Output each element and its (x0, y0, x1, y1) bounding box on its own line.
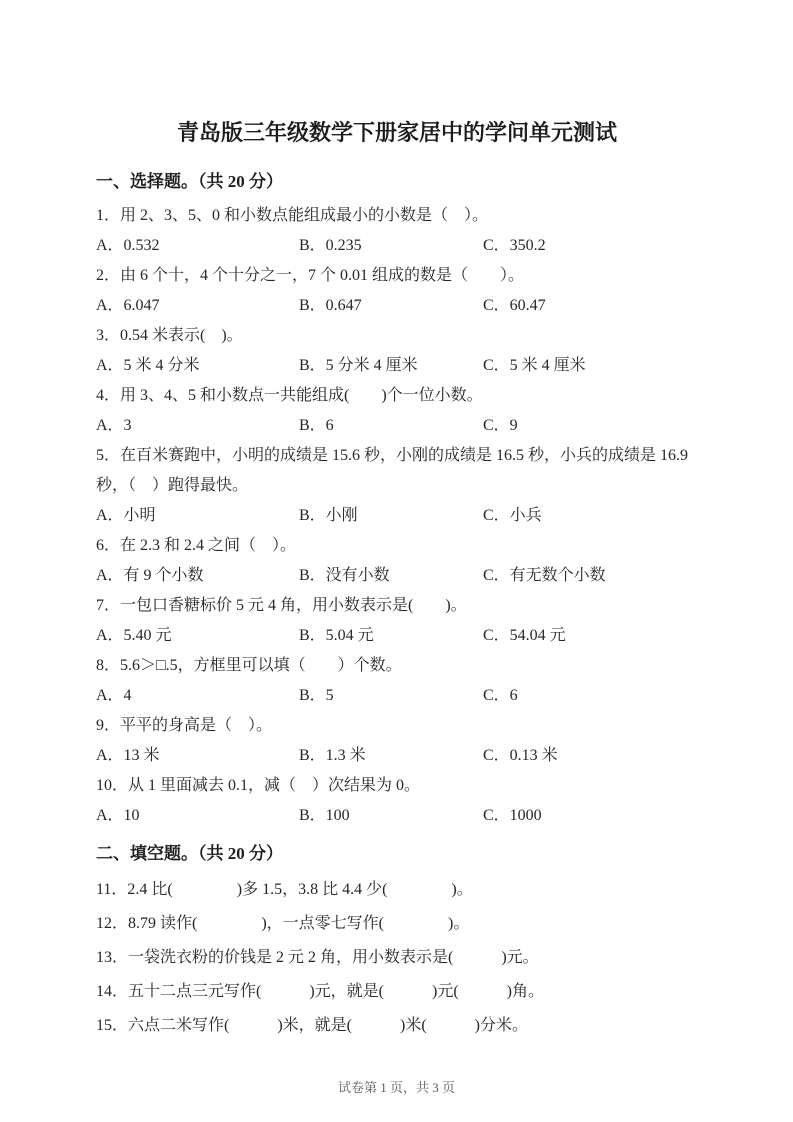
question-7-option-a: A．5.40 元 (96, 627, 172, 644)
question-14: 14．五十二点三元写作( )元，就是( )元( )角。 (96, 983, 544, 1000)
question-1-option-b: B．0.235 (299, 237, 362, 254)
question-8-option-a: A．4 (96, 687, 132, 704)
question-12: 12．8.79 读作( )，一点零七写作( )。 (96, 915, 470, 932)
question-6: 6．在 2.3 和 2.4 之间（ ）。 (96, 537, 297, 554)
question-10-option-a: A．10 (96, 807, 140, 824)
section-choice (96, 167, 698, 831)
question-10: 10．从 1 里面减去 0.1，减（ ）次结果为 0。 (96, 777, 421, 794)
question-3: 3．0.54 米表示( )。 (96, 327, 243, 344)
question-6-options (96, 561, 698, 591)
question-3-option-b: B．5 分米 4 厘米 (299, 357, 418, 374)
question-8-options (96, 681, 698, 711)
section-fill (96, 839, 698, 1043)
question-5-option-b: B．小刚 (299, 507, 358, 524)
question-9-options (96, 741, 698, 771)
section-choice-heading: 一、选择题。（共 20 分） (96, 172, 283, 191)
question-9-option-a: A．13 米 (96, 747, 160, 764)
question-6-option-c: C．有无数个小数 (483, 567, 606, 584)
question-4-option-a: A．3 (96, 417, 132, 434)
question-10-option-b: B．100 (299, 807, 350, 824)
question-9-option-c: C．0.13 米 (483, 747, 558, 764)
question-8-option-b: B．5 (299, 687, 334, 704)
question-7-option-b: B．5.04 元 (299, 627, 374, 644)
question-7-options (96, 621, 698, 651)
question-2-options (96, 291, 698, 321)
section-fill-heading: 二、填空题。（共 20 分） (96, 844, 283, 863)
question-3-option-a: A．5 米 4 分米 (96, 357, 200, 374)
question-10-options (96, 801, 698, 831)
question-13: 13．一袋洗衣粉的价钱是 2 元 2 角，用小数表示是( )元。 (96, 949, 539, 966)
question-2-option-c: C．60.47 (483, 297, 546, 314)
page-title: 青岛版三年级数学下册家居中的学问单元测试 (176, 120, 617, 145)
question-8: 8．5.6＞□.5，方框里可以填（ ）个数。 (96, 657, 402, 674)
question-3-option-c: C．5 米 4 厘米 (483, 357, 586, 374)
question-1-option-a: A．0.532 (96, 237, 160, 254)
page-footer: 试卷第 1 页，共 3 页 (337, 1080, 455, 1095)
question-7-option-c: C．54.04 元 (483, 627, 566, 644)
question-5-options (96, 501, 698, 531)
question-9-option-b: B．1.3 米 (299, 747, 366, 764)
question-11: 11．2.4 比( )多 1.5，3.8 比 4.4 少( )。 (96, 881, 473, 898)
question-4-options (96, 411, 698, 441)
question-15: 15．六点二米写作( )米，就是( )米( )分米。 (96, 1017, 528, 1034)
question-1-option-c: C．350.2 (483, 237, 546, 254)
question-6-option-b: B．没有小数 (299, 567, 390, 584)
page-content (96, 116, 698, 1043)
question-4-option-b: B．6 (299, 417, 334, 434)
question-2: 2．由 6 个十，4 个十分之一，7 个 0.01 组成的数是（ ）。 (96, 267, 525, 284)
question-8-option-c: C．6 (483, 687, 518, 704)
question-5-option-a: A．小明 (96, 507, 156, 524)
question-2-option-a: A．6.047 (96, 297, 160, 314)
question-6-option-a: A．有 9 个小数 (96, 567, 204, 584)
question-1: 1．用 2、3、5、0 和小数点能组成最小的小数是（ ）。 (96, 207, 489, 224)
question-1-options (96, 231, 698, 261)
question-10-option-c: C．1000 (483, 807, 542, 824)
question-7: 7．一包口香糖标价 5 元 4 角，用小数表示是( )。 (96, 597, 467, 614)
question-3-options (96, 351, 698, 381)
question-5: 5．在百米赛跑中，小明的成绩是 15.6 秒，小刚的成绩是 16.5 秒，小兵的成绩是 16.9 秒，（ ）跑得最快。 (96, 447, 689, 494)
question-5-option-c: C．小兵 (483, 507, 542, 524)
question-4-option-c: C．9 (483, 417, 518, 434)
question-4: 4．用 3、4、5 和小数点一共能组成( )个一位小数。 (96, 387, 483, 404)
question-9: 9．平平的身高是（ ）。 (96, 717, 273, 734)
question-2-option-b: B．0.647 (299, 297, 362, 314)
